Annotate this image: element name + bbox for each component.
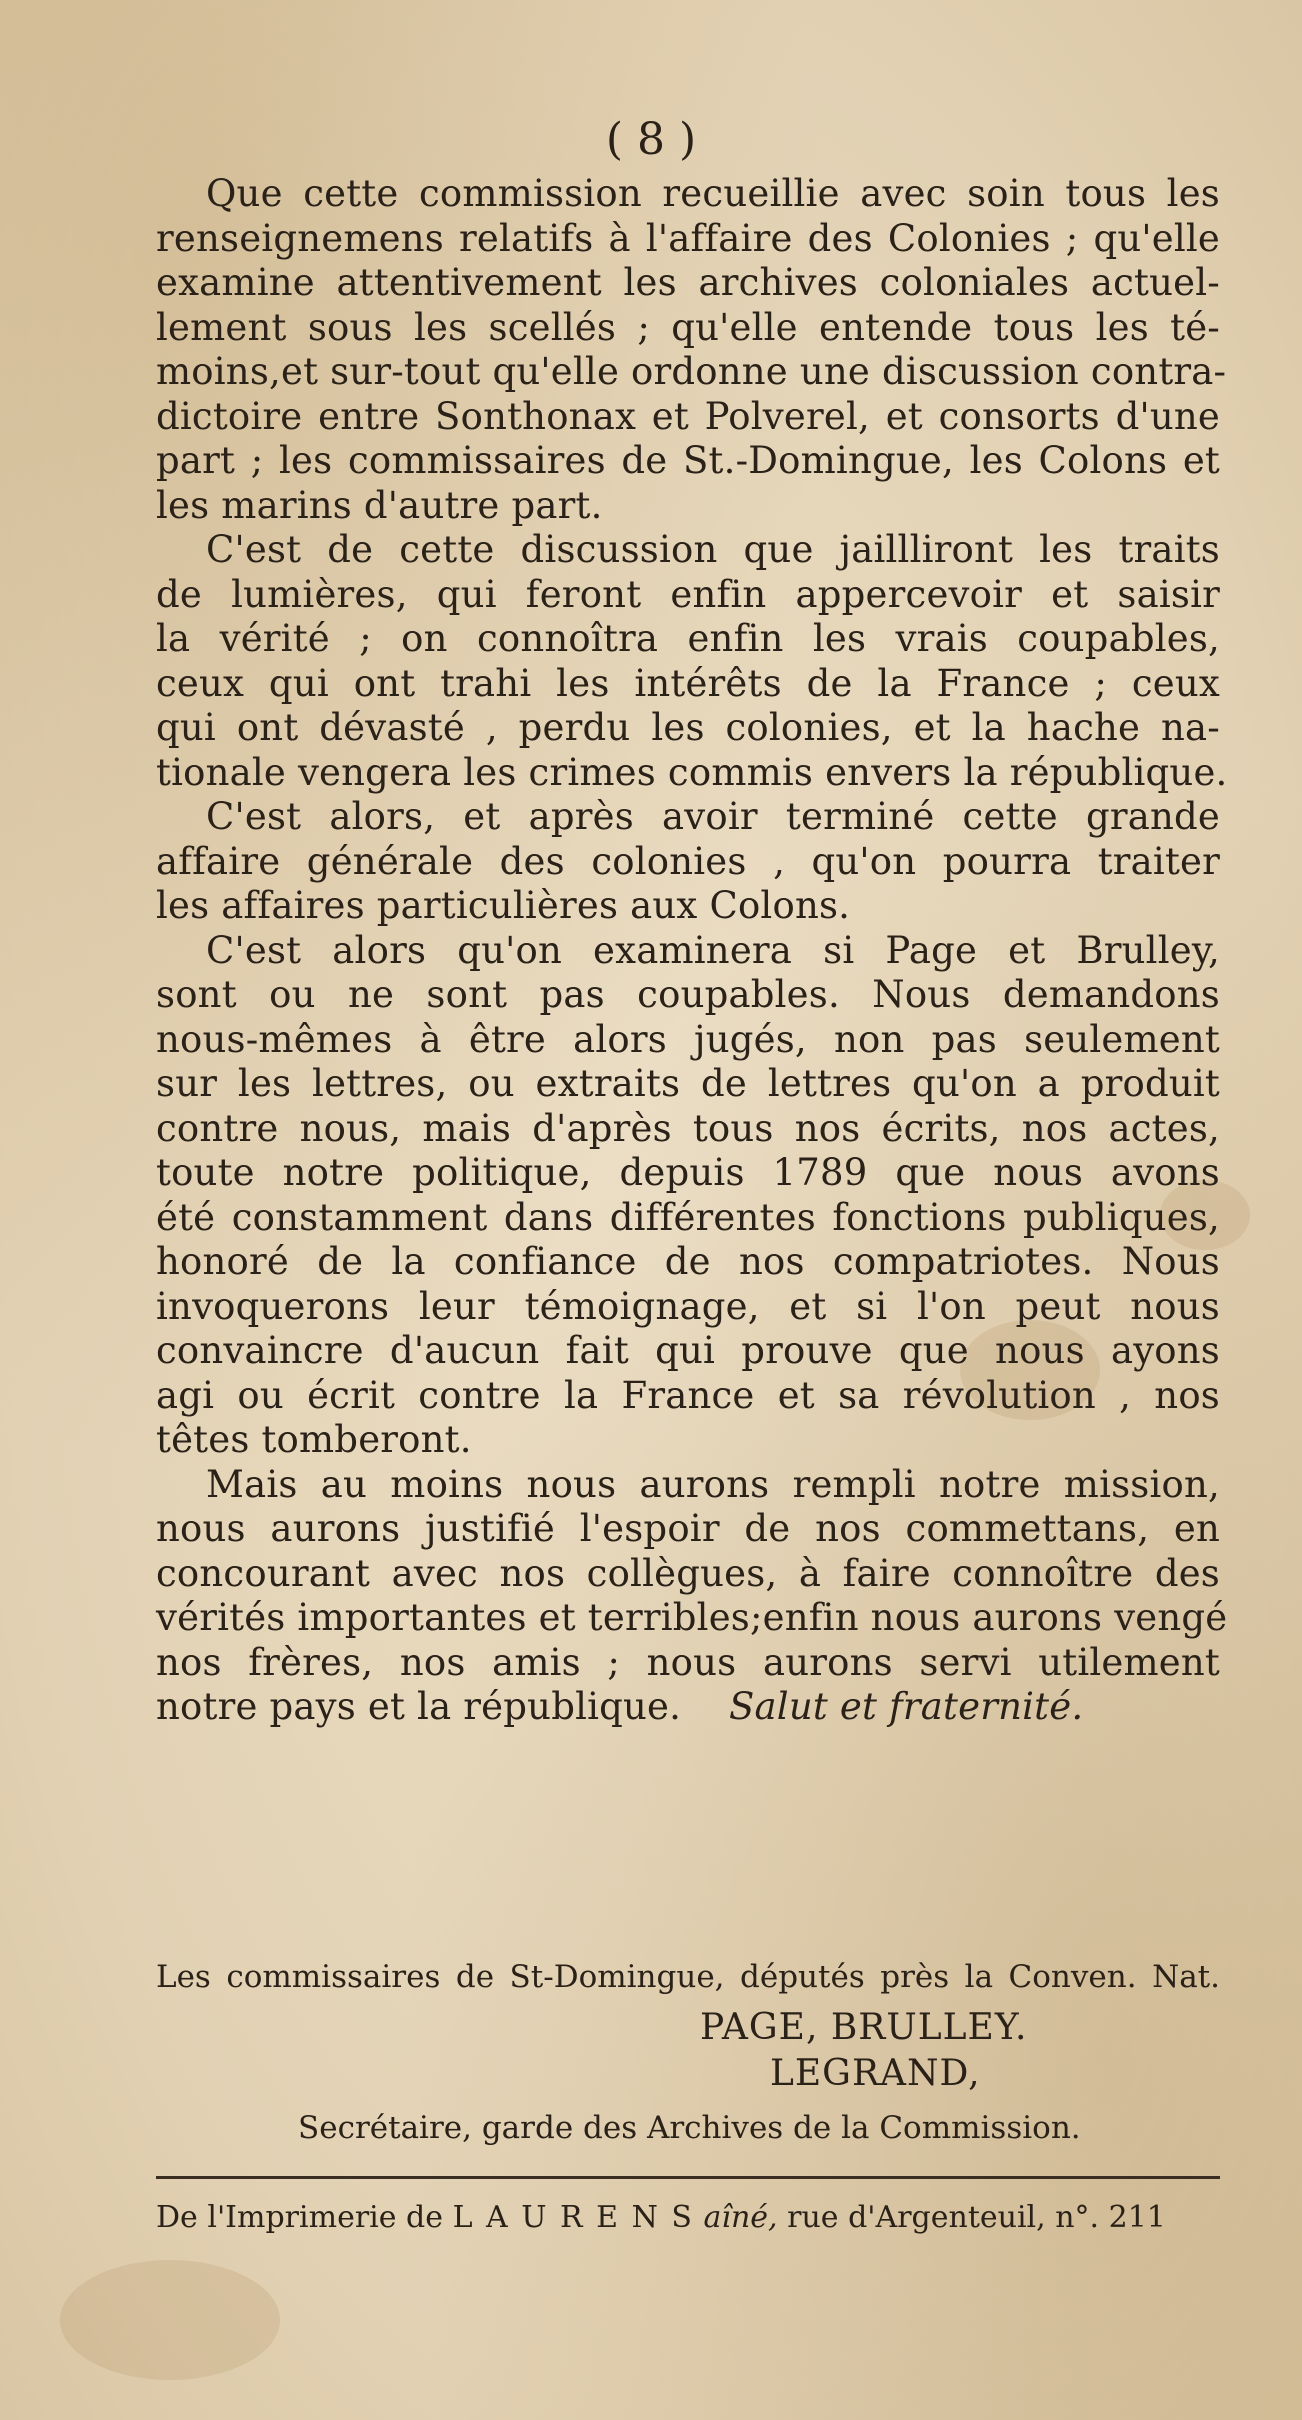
closing-line bbox=[156, 1685, 1220, 1730]
page-number: ( 8 ) bbox=[605, 114, 697, 165]
divider-rule bbox=[156, 2176, 1220, 2179]
text-line: nous aurons justifié l'espoir de nos commettans, en bbox=[156, 1507, 1220, 1550]
text-line: convaincre d'aucun fait qui prouve que nous ayons bbox=[156, 1329, 1220, 1372]
text-line: sont ou ne sont pas coupables. Nous demandons bbox=[156, 973, 1220, 1016]
text-line: renseignemens relatifs à l'affaire des Colonies ; qu'elle bbox=[156, 216, 1220, 260]
text-line: C'est alors qu'on examinera si Page et Brulley, bbox=[206, 928, 1220, 972]
text-line: lement sous les scellés ; qu'elle entende tous les té- bbox=[156, 305, 1220, 349]
text-line: été constamment dans différentes fonctions publiques, bbox=[156, 1195, 1220, 1239]
text-line: les marins d'autre part. bbox=[156, 483, 603, 527]
signature-names-2: LEGRAND, bbox=[770, 2053, 981, 2094]
text-line: part ; les commissaires de St.-Domingue, les Colons et bbox=[156, 439, 1220, 482]
text-line: affaire générale des colonies , qu'on pourra traiter bbox=[156, 839, 1220, 883]
imprint-prefix: De l'Imprimerie de bbox=[156, 2200, 444, 2235]
text-line: tionale vengera les crimes commis envers la république. bbox=[156, 750, 1228, 794]
text-line: les affaires particulières aux Colons. bbox=[156, 884, 851, 927]
text-line: la vérité ; on connoîtra enfin les vrais coupables, bbox=[156, 617, 1220, 660]
text-line: examine attentivement les archives coloniales actuel- bbox=[156, 261, 1220, 304]
text-line: têtes tomberont. bbox=[156, 1418, 472, 1461]
signature-names-1: PAGE, BRULLEY. bbox=[700, 2007, 1028, 2048]
text-line: dictoire entre Sonthonax et Polverel, et consorts d'une bbox=[156, 394, 1220, 438]
text-line: qui ont dévasté , perdu les colonies, et la hache na- bbox=[156, 706, 1220, 749]
text-line: ceux qui ont trahi les intérêts de la France ; ceux bbox=[156, 661, 1220, 705]
imprint-printer: L A U R E N S bbox=[452, 2200, 694, 2235]
imprint-aine: aîné, bbox=[703, 2200, 778, 2235]
text-line: invoquerons leur témoignage, et si l'on peut nous bbox=[156, 1284, 1220, 1328]
text-line: C'est de cette discussion que jaillliront les traits bbox=[206, 528, 1220, 571]
salutation: Salut et fraternité. bbox=[728, 1685, 1084, 1728]
text-line: vérités importantes et terribles;enfin nous aurons vengé bbox=[156, 1596, 1228, 1639]
signatures bbox=[700, 2005, 1027, 2097]
text-line: contre nous, mais d'après tous nos écrits, nos actes, bbox=[156, 1106, 1220, 1150]
imprint-address: rue d'Argenteuil, n°. 211 bbox=[787, 2200, 1166, 2235]
text-line: C'est alors, et après avoir terminé cette grande bbox=[206, 795, 1220, 838]
paper-stain bbox=[60, 2260, 280, 2380]
signoff-line: Les commissaires de St-Domingue, députés près la Conven. Nat. bbox=[156, 1959, 1220, 1995]
text-line: sur les lettres, ou extraits de lettres qu'on a produit bbox=[156, 1062, 1220, 1105]
text-line: toute notre politique, depuis 1789 que nous avons bbox=[156, 1151, 1220, 1194]
text-line: concourant avec nos collègues, à faire connoître des bbox=[156, 1551, 1220, 1595]
imprint-line bbox=[156, 2198, 1220, 2238]
text-line: moins,et sur-tout qu'elle ordonne une discussion contra- bbox=[156, 350, 1227, 393]
text-line: Que cette commission recueillie avec soin tous les bbox=[206, 172, 1220, 215]
body-text bbox=[156, 172, 1228, 1730]
secretary-title: Secrétaire, garde des Archives de la Commission. bbox=[298, 2110, 1081, 2146]
text-line: nos frères, nos amis ; nous aurons servi utilement bbox=[156, 1640, 1220, 1684]
text-line: honoré de la confiance de nos compatriotes. Nous bbox=[156, 1240, 1220, 1283]
closing-text: notre pays et la république. bbox=[156, 1685, 682, 1728]
text-line: Mais au moins nous aurons rempli notre mission, bbox=[206, 1462, 1220, 1506]
text-line: agi ou écrit contre la France et sa révolution , nos bbox=[156, 1373, 1220, 1417]
text-line: de lumières, qui feront enfin appercevoir et saisir bbox=[156, 572, 1220, 616]
text-line: nous-mêmes à être alors jugés, non pas seulement bbox=[156, 1017, 1220, 1061]
